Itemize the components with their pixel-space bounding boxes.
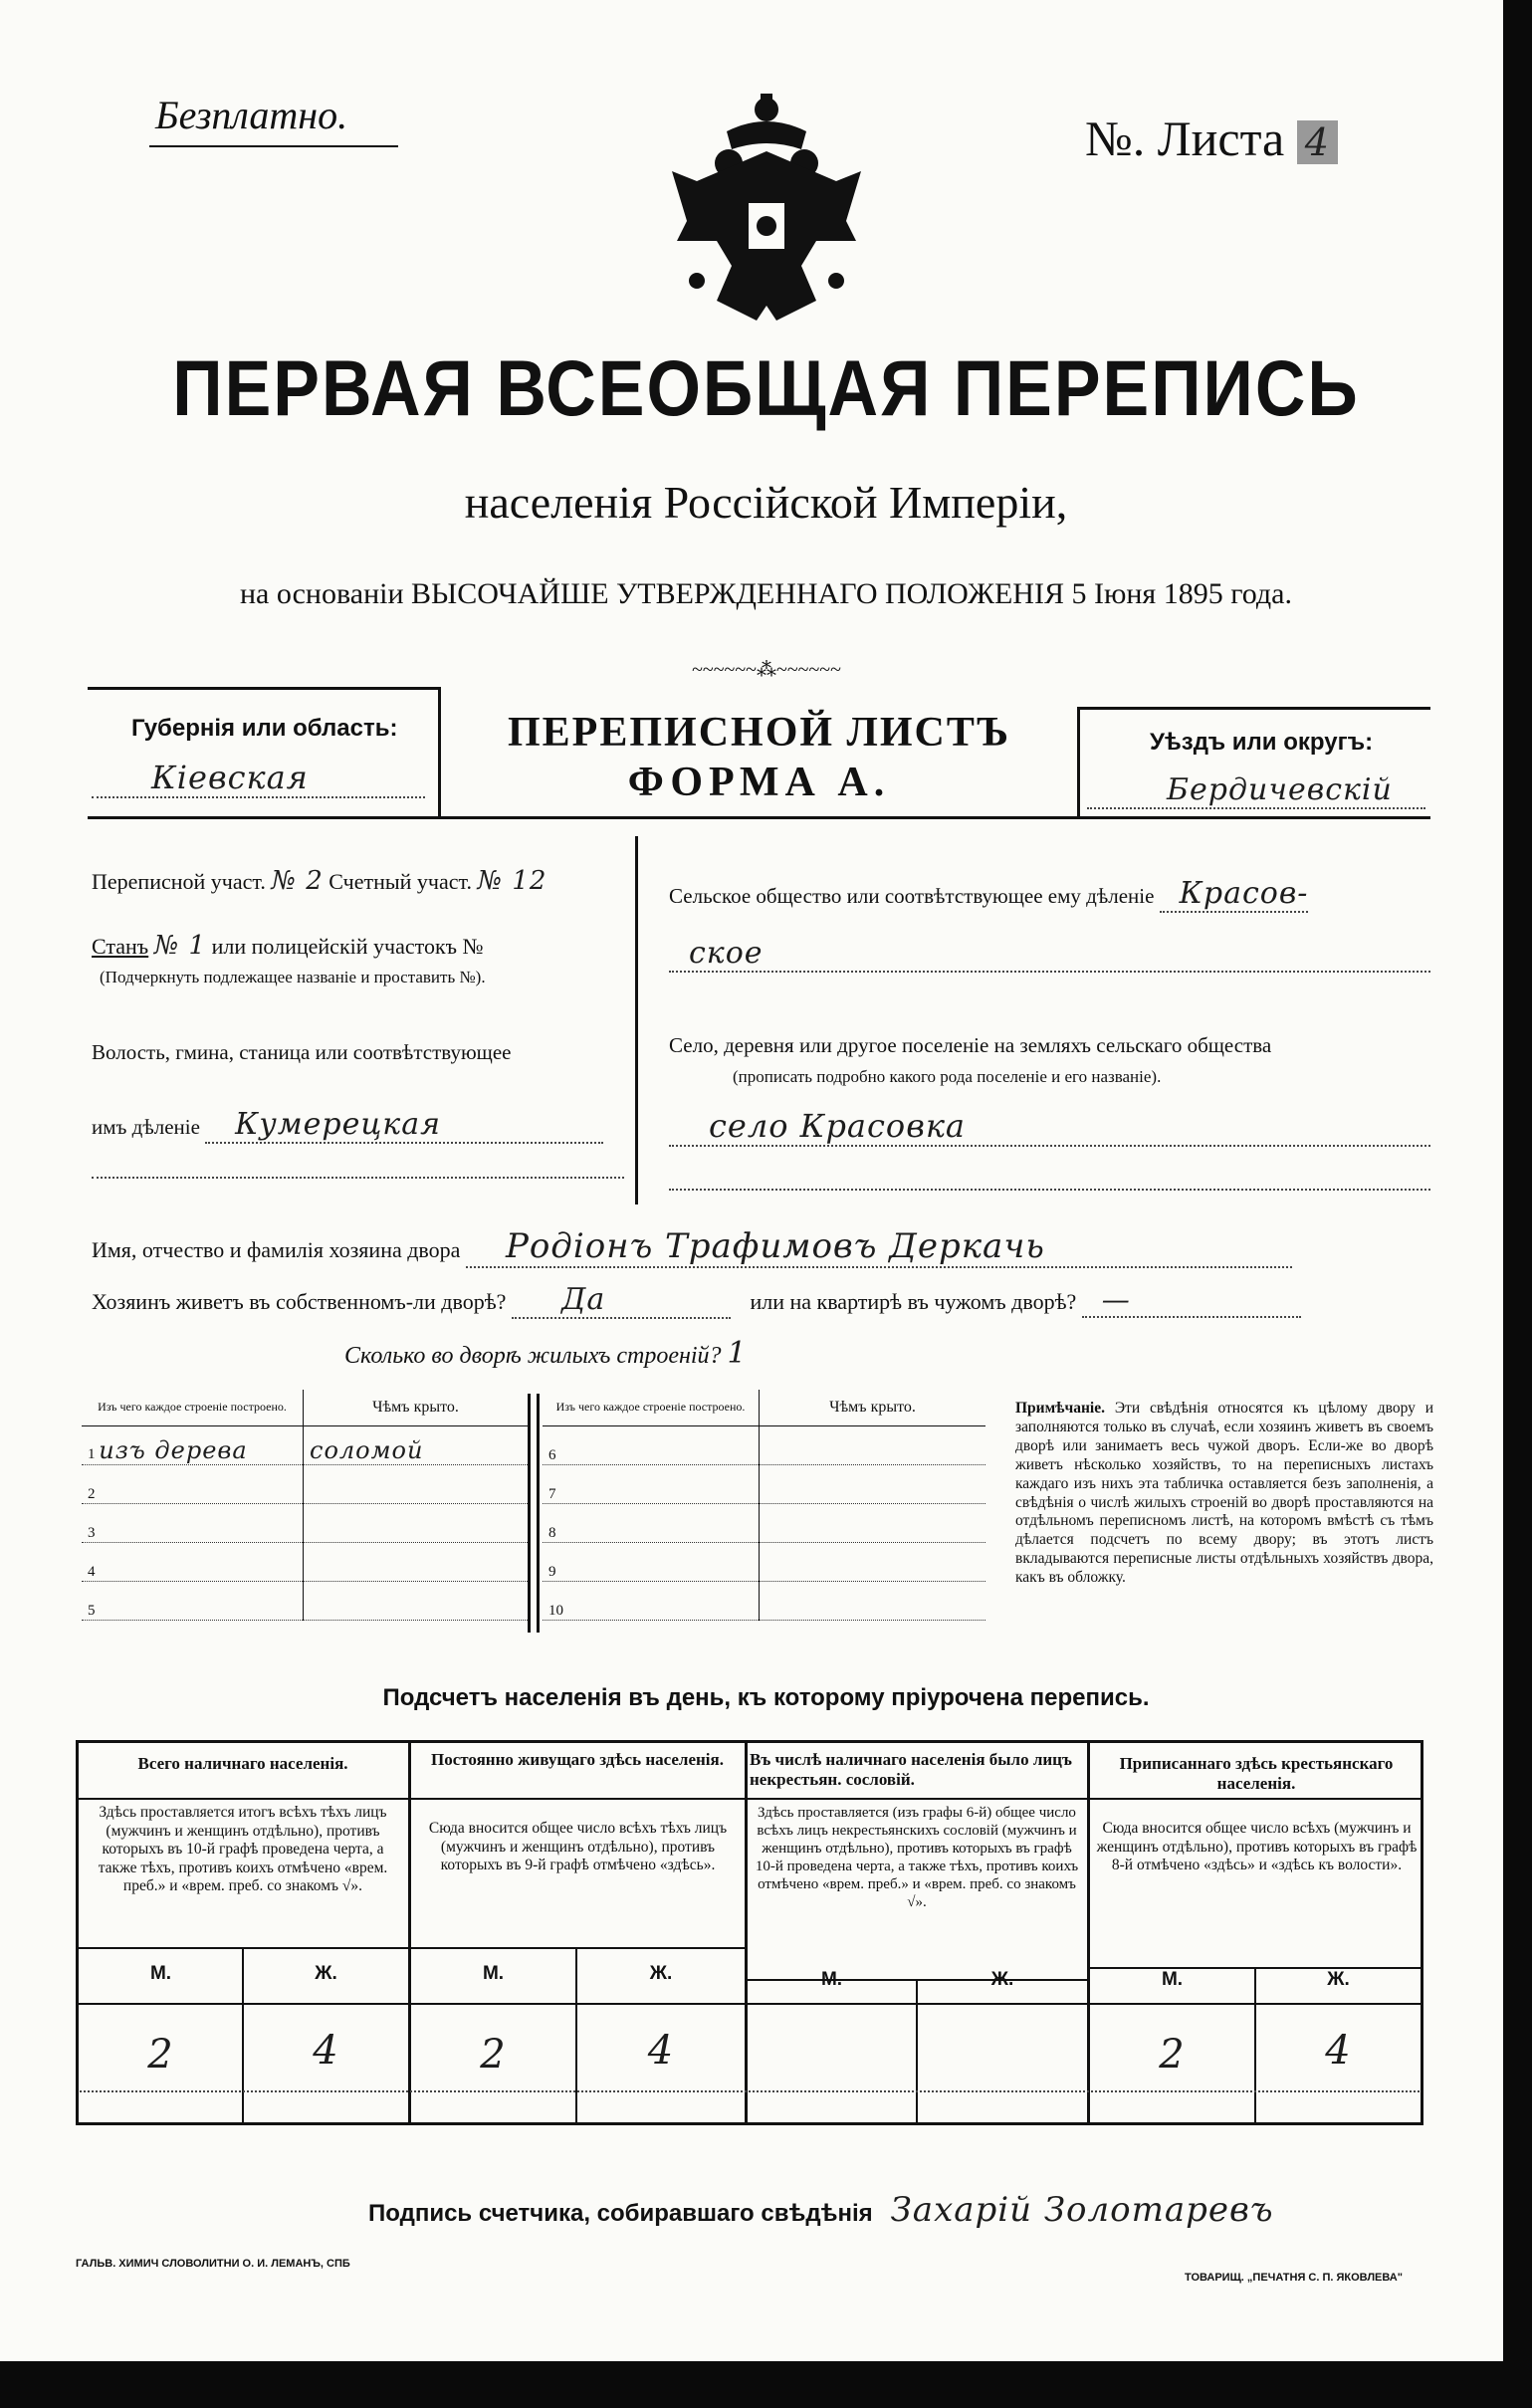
buildings-col-roof: Чѣмъ крыто. xyxy=(304,1390,529,1426)
rented-label: или на квартирѣ въ чужомъ дворѣ? xyxy=(750,1289,1077,1314)
stan-row xyxy=(92,931,619,961)
buildings-note xyxy=(1015,1400,1433,1588)
pop-col-2-head: Постоянно живущаго здѣсь населенія. xyxy=(431,1750,724,1769)
village-label: Село, деревня или другое поселеніе на земляхъ сельскаго общества xyxy=(669,1033,1272,1057)
owner-yard-row xyxy=(92,1282,1430,1319)
pop-col-2-desc: Сюда вносится общее число всѣхъ тѣхъ лицъ (мужчинъ и женщинъ отдѣльно), противъ которыхъ въ 9-й графѣ отмѣчено «здѣсь». xyxy=(428,1820,728,1874)
stan-number: № 1 xyxy=(153,931,207,961)
population-title: Подсчетъ населенія въ день, къ которому пріурочена перепись. xyxy=(382,1684,1150,1711)
buildings-note-text: Эти свѣдѣнія относятся къ цѣлому двору и заполняются только въ случаѣ, если хозяинъ живетъ въ своемъ дворѣ или занимаетъ весь чужой дворъ. Если-же во дворѣ живетъ нѣсколько хозяйствъ, то на переписныхъ листахъ каждаго изъ нихъ эта табличка оставляется безъ заполненія, а свѣдѣнія о числѣ жилыхъ строеній во дворѣ проставляются на отдѣльномъ переписномъ листѣ, на которомъ вмѣстѣ съ тѣмъ дѣлается подсчетъ по всему двору; въ этотъ листъ вкладываются переписные листы отдѣльныхъ хозяйствъ двора, какъ въ обложку. xyxy=(1015,1400,1434,1587)
owner-name-row xyxy=(92,1226,1430,1268)
pop-col-3-desc: Здѣсь проставляется (изъ графы 6-й) общее число всѣхъ лицъ некрестьянскихъ сословій (мужчинъ и женщинъ отдѣльно), противъ которыхъ въ графѣ 10-й проведена черта, а также тѣхъ, противъ коихъ отмѣчено «врем. преб.» и «врем. преб. со знакомъ √». xyxy=(755,1805,1079,1910)
gubernia-value: Кіевская xyxy=(92,759,425,798)
buildings-table-left xyxy=(82,1390,528,1621)
pop-col-4-zh: 4 xyxy=(1325,2028,1352,2074)
table-row: 10 xyxy=(543,1582,985,1621)
table-row: 1 изъ дерева соломой xyxy=(82,1426,528,1465)
schetny-label: Счетный участ. xyxy=(328,869,472,894)
sheet-number-value: 4 xyxy=(1297,120,1338,164)
buildings-col-roof-2: Чѣмъ крыто. xyxy=(760,1390,986,1426)
buildings-note-title: Примѣчаніе. xyxy=(1015,1400,1105,1417)
m-label-1: М. xyxy=(149,1963,172,1984)
buildings-row xyxy=(344,1336,748,1371)
m-label-4: М. xyxy=(1161,1969,1184,1990)
table-row: 7 xyxy=(543,1465,985,1504)
free-label: Безплатно. xyxy=(155,93,348,137)
uchastok-label: Переписной участ. xyxy=(92,869,266,894)
buildings-table-right xyxy=(543,1390,985,1621)
printer-right: ТОВАРИЩ. „ПЕЧАТНЯ С. П. ЯКОВЛЕВА" xyxy=(1185,2272,1403,2284)
table-row: 4 xyxy=(82,1543,528,1582)
pop-col-3-head: Въ числѣ наличнаго населенія было лицъ некрестьян. сословій. xyxy=(750,1750,1072,1790)
zh-label-3: Ж. xyxy=(990,1969,1014,1990)
form-variant-label: ФОРМА А. xyxy=(627,760,891,805)
form-sheet-title: ПЕРЕПИСНОЙ ЛИСТЪ xyxy=(508,710,1010,756)
signature-row xyxy=(368,2190,1274,2230)
volost-row xyxy=(92,1107,624,1144)
ornament-divider: ~~~~~~⁂~~~~~~ xyxy=(692,659,841,681)
pop-col-4-m: 2 xyxy=(1159,2032,1186,2078)
table-row: 2 xyxy=(82,1465,528,1504)
zh-label-2: Ж. xyxy=(649,1963,673,1984)
volost-label-2: имъ дѣленіе xyxy=(92,1115,200,1139)
village-note: (прописать подробно какого рода поселеніе и его названіе). xyxy=(733,1067,1162,1086)
coat-of-arms-icon xyxy=(657,92,876,330)
society-value-2: ское xyxy=(669,936,1430,973)
volost-value: Кумерецкая xyxy=(205,1107,603,1144)
society-label: Сельское общество или соотвѣтствующее ему дѣленіе xyxy=(669,884,1155,908)
table-row: 9 xyxy=(543,1543,985,1582)
table-row: 5 xyxy=(82,1582,528,1621)
form-main-title: ПЕРВАЯ ВСЕОБЩАЯ ПЕРЕПИСЬ xyxy=(172,344,1360,432)
zh-label-4: Ж. xyxy=(1327,1969,1350,1990)
uchastok-row xyxy=(92,866,619,896)
pop-col-4-desc: Сюда вносится общее число всѣхъ (мужчинъ и женщинъ отдѣльно), противъ которыхъ въ графѣ 8-й отмѣчено «здѣсь» и «здѣсь къ волости». xyxy=(1096,1820,1418,1874)
buildings-label: Сколько во дворѣ жилыхъ строеній? xyxy=(344,1343,722,1369)
form-basis-line: на основаніи ВЫСОЧАЙШЕ УТВЕРЖДЕННАГО ПОЛОЖЕНІЯ 5 Іюня 1895 года. xyxy=(240,577,1292,610)
own-yard-value: Да xyxy=(512,1282,731,1319)
own-yard-label: Хозяинъ живетъ въ собственномъ-ли дворѣ? xyxy=(92,1289,507,1314)
owner-name-value: Родіонъ Трафимовъ Деркачь xyxy=(466,1226,1292,1268)
buildings-col-material: Изъ чего каждое строеніе построено. xyxy=(82,1390,304,1426)
signature-label: Подпись счетчика, собиравшаго свѣдѣнія xyxy=(368,2200,873,2227)
schetny-number: № 12 xyxy=(477,866,547,896)
stan-label: Станъ xyxy=(92,934,149,959)
pop-col-1-head: Всего наличнаго населенія. xyxy=(137,1754,348,1773)
pop-col-1-desc: Здѣсь проставляется итогъ всѣхъ тѣхъ лицъ (мужчинъ и женщинъ отдѣльно), противъ которыхъ въ 10-й графѣ проведена черта, а также тѣхъ, противъ коихъ отмѣчено «врем. преб.» и «врем. преб. со знакомъ √». xyxy=(98,1804,388,1895)
printer-left: ГАЛЬВ. ХИМИЧ СЛОВОЛИТНИ О. И. ЛЕМАНЪ, СПБ xyxy=(76,2258,350,2270)
buildings-col-material-2: Изъ чего каждое строеніе построено. xyxy=(543,1390,760,1426)
uezd-label: Уѣздъ или округъ: xyxy=(1150,729,1374,756)
table-row: 3 xyxy=(82,1504,528,1543)
gubernia-label: Губернія или область: xyxy=(131,715,398,742)
volost-label: Волость, гмина, станица или соотвѣтствующее xyxy=(92,1040,512,1064)
uchastok-number: № 2 xyxy=(271,866,324,896)
pop-col-4-head: Приписаннаго здѣсь крестьянскаго населенія. xyxy=(1119,1754,1394,1794)
table-row: 6 xyxy=(543,1426,985,1465)
underline-note: (Подчеркнуть подлежащее названіе и проставить №). xyxy=(100,968,486,986)
society-value-1: Красов- xyxy=(1160,876,1309,913)
zh-label-1: Ж. xyxy=(315,1963,337,1984)
signature-value: Захарій Золотаревъ xyxy=(890,2190,1274,2230)
society-row xyxy=(669,876,1435,911)
village-value: село Красовка xyxy=(669,1107,1430,1147)
pop-col-1-zh: 4 xyxy=(313,2028,339,2074)
form-subtitle: населенія Россійской Имперіи, xyxy=(464,477,1068,528)
owner-name-label: Имя, отчество и фамилія хозяина двора xyxy=(92,1237,461,1262)
uezd-value: Бердичевскій xyxy=(1087,772,1425,809)
m-label-3: М. xyxy=(820,1969,843,1990)
police-label: или полицейскій участокъ № xyxy=(211,934,484,959)
rented-value: — xyxy=(1082,1283,1301,1318)
table-row: 8 xyxy=(543,1504,985,1543)
sheet-number-label: №. Листа 4 xyxy=(1085,109,1338,167)
pop-col-1-m: 2 xyxy=(147,2032,174,2078)
pop-col-2-zh: 4 xyxy=(647,2028,675,2074)
buildings-value: 1 xyxy=(727,1336,748,1371)
m-label-2: М. xyxy=(482,1963,505,1984)
pop-col-2-m: 2 xyxy=(480,2032,507,2078)
